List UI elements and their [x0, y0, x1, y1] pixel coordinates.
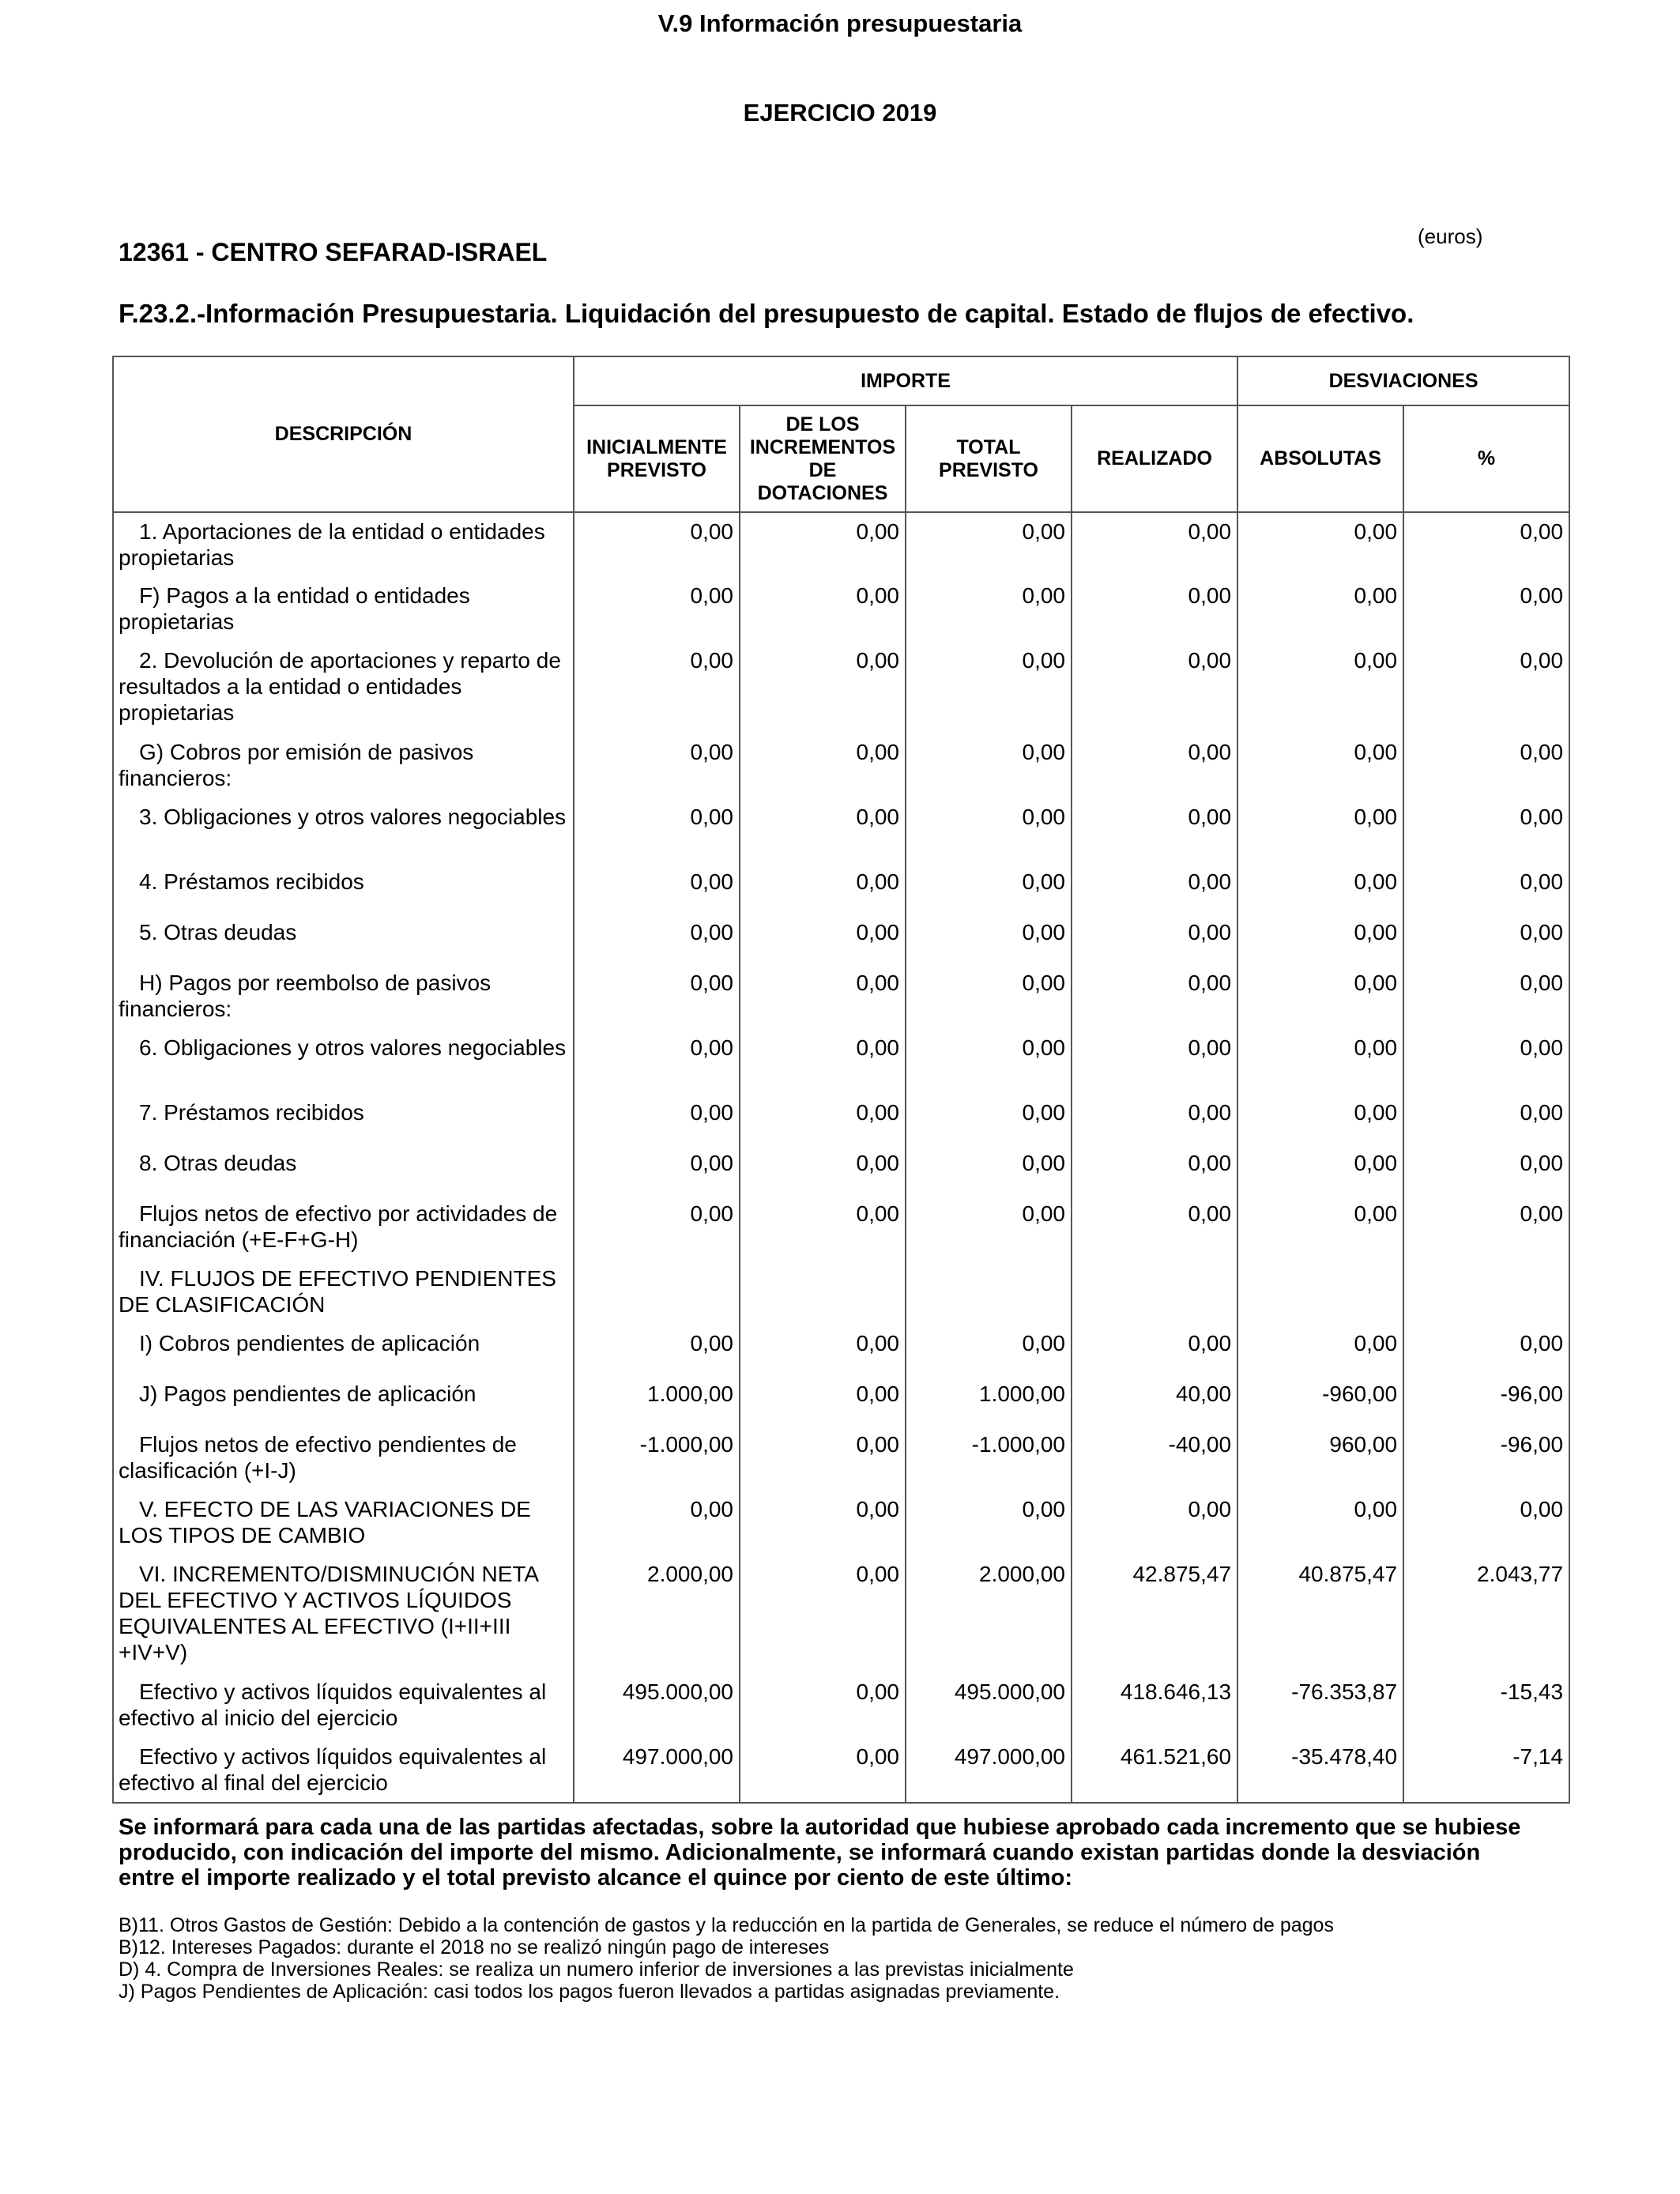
cell-absolutas: -76.353,87	[1237, 1673, 1403, 1738]
cell-incrementos	[740, 1260, 906, 1325]
cell-total-previsto: 497.000,00	[906, 1738, 1072, 1803]
cell-absolutas: 0,00	[1237, 733, 1403, 798]
cell-total-previsto: 0,00	[906, 798, 1072, 863]
table-row	[113, 1325, 1569, 1375]
cell-absolutas: 0,00	[1237, 1094, 1403, 1144]
row-description: 6. Obligaciones y otros valores negociables	[113, 1029, 574, 1094]
cell-total-previsto: 1.000,00	[906, 1375, 1072, 1426]
cell-realizado: 0,00	[1072, 863, 1237, 914]
header-desviaciones: DESVIACIONES	[1237, 356, 1569, 405]
header-total-previsto: TOTAL PREVISTO	[906, 405, 1072, 512]
footnote-item: B)11. Otros Gastos de Gestión: Debido a la contención de gastos y la reducción en la partida de Generales, se reduce el número de pagos	[119, 1914, 1334, 1936]
cell-realizado: 0,00	[1072, 1325, 1237, 1375]
row-description: IV. FLUJOS DE EFECTIVO PENDIENTES DE CLASIFICACIÓN	[113, 1260, 574, 1325]
cell-total-previsto: 0,00	[906, 1195, 1072, 1260]
cell-inicialmente-previsto: 0,00	[574, 512, 740, 577]
cell-absolutas: 0,00	[1237, 512, 1403, 577]
cell-inicialmente-previsto: 0,00	[574, 1491, 740, 1555]
footnotes	[119, 1914, 1334, 2003]
cell-total-previsto: 0,00	[906, 512, 1072, 577]
cell-incrementos: 0,00	[740, 1375, 906, 1426]
table-row	[113, 577, 1569, 642]
row-description: 4. Préstamos recibidos	[113, 863, 574, 914]
cell-pct: 0,00	[1403, 1144, 1569, 1195]
cell-total-previsto: 0,00	[906, 1029, 1072, 1094]
entity-name: 12361 - CENTRO SEFARAD-ISRAEL	[119, 238, 548, 266]
table-row	[113, 863, 1569, 914]
table-row	[113, 642, 1569, 733]
cell-realizado: 0,00	[1072, 512, 1237, 577]
table-row	[113, 1029, 1569, 1094]
cell-absolutas: -35.478,40	[1237, 1738, 1403, 1803]
cell-incrementos: 0,00	[740, 1094, 906, 1144]
cell-absolutas: 0,00	[1237, 1491, 1403, 1555]
header-absolutas: ABSOLUTAS	[1237, 405, 1403, 512]
table-row	[113, 733, 1569, 798]
cell-pct: 0,00	[1403, 512, 1569, 577]
row-description: H) Pagos por reembolso de pasivos financieros:	[113, 964, 574, 1029]
row-description: V. EFECTO DE LAS VARIACIONES DE LOS TIPOS DE CAMBIO	[113, 1491, 574, 1555]
cell-absolutas: 0,00	[1237, 964, 1403, 1029]
cell-realizado: 0,00	[1072, 1195, 1237, 1260]
cell-realizado: 0,00	[1072, 577, 1237, 642]
cell-pct: -15,43	[1403, 1673, 1569, 1738]
cell-total-previsto: 0,00	[906, 577, 1072, 642]
cell-inicialmente-previsto: 495.000,00	[574, 1673, 740, 1738]
table-body	[113, 512, 1569, 1803]
cell-realizado: 0,00	[1072, 1029, 1237, 1094]
header-pct: %	[1403, 405, 1569, 512]
cell-absolutas: 0,00	[1237, 1144, 1403, 1195]
cell-absolutas	[1237, 1260, 1403, 1325]
cell-pct: 0,00	[1403, 863, 1569, 914]
header-inicialmente-previsto: INICIALMENTE PREVISTO	[574, 405, 740, 512]
cell-absolutas: 0,00	[1237, 1029, 1403, 1094]
cell-absolutas: 40.875,47	[1237, 1555, 1403, 1673]
cell-total-previsto: 0,00	[906, 733, 1072, 798]
row-description: J) Pagos pendientes de aplicación	[113, 1375, 574, 1426]
cell-realizado: 42.875,47	[1072, 1555, 1237, 1673]
cell-incrementos: 0,00	[740, 964, 906, 1029]
cell-pct	[1403, 1260, 1569, 1325]
row-description: Flujos netos de efectivo pendientes de clasificación (+I-J)	[113, 1426, 574, 1491]
cell-realizado	[1072, 1260, 1237, 1325]
cell-total-previsto: 495.000,00	[906, 1673, 1072, 1738]
row-description: F) Pagos a la entidad o entidades propietarias	[113, 577, 574, 642]
row-description: 5. Otras deudas	[113, 914, 574, 964]
cell-incrementos: 0,00	[740, 863, 906, 914]
cell-realizado: 418.646,13	[1072, 1673, 1237, 1738]
cell-pct: 0,00	[1403, 1195, 1569, 1260]
cell-pct: 0,00	[1403, 1029, 1569, 1094]
cell-inicialmente-previsto: 0,00	[574, 1144, 740, 1195]
table-row	[113, 1555, 1569, 1673]
cash-flow-table	[112, 356, 1570, 1804]
cell-total-previsto: 0,00	[906, 863, 1072, 914]
cell-pct: -96,00	[1403, 1375, 1569, 1426]
table-row	[113, 1260, 1569, 1325]
cell-total-previsto: 0,00	[906, 1491, 1072, 1555]
cell-incrementos: 0,00	[740, 577, 906, 642]
cell-pct: -7,14	[1403, 1738, 1569, 1803]
row-description: I) Cobros pendientes de aplicación	[113, 1325, 574, 1375]
row-description: VI. INCREMENTO/DISMINUCIÓN NETA DEL EFECTIVO Y ACTIVOS LÍQUIDOS EQUIVALENTES AL EFECTIVO (I+II+III +IV+V)	[113, 1555, 574, 1673]
cell-total-previsto: -1.000,00	[906, 1426, 1072, 1491]
table-row	[113, 1094, 1569, 1144]
cell-inicialmente-previsto: 0,00	[574, 1094, 740, 1144]
cell-pct: 2.043,77	[1403, 1555, 1569, 1673]
cell-incrementos: 0,00	[740, 1491, 906, 1555]
cell-pct: 0,00	[1403, 798, 1569, 863]
footnote-item: D) 4. Compra de Inversiones Reales: se realiza un numero inferior de inversiones a las previstas inicialmente	[119, 1958, 1074, 1981]
table-row	[113, 1738, 1569, 1803]
cell-inicialmente-previsto: 0,00	[574, 964, 740, 1029]
cell-total-previsto: 2.000,00	[906, 1555, 1072, 1673]
row-description: G) Cobros por emisión de pasivos financieros:	[113, 733, 574, 798]
cell-realizado: 0,00	[1072, 733, 1237, 798]
row-description: Efectivo y activos líquidos equivalentes al efectivo al final del ejercicio	[113, 1738, 574, 1803]
cell-pct: 0,00	[1403, 964, 1569, 1029]
cell-incrementos: 0,00	[740, 1738, 906, 1803]
cell-inicialmente-previsto: 0,00	[574, 914, 740, 964]
cell-incrementos: 0,00	[740, 1144, 906, 1195]
header-incrementos: DE LOS INCREMENTOS DE DOTACIONES	[740, 405, 906, 512]
row-description: Flujos netos de efectivo por actividades de financiación (+E-F+G-H)	[113, 1195, 574, 1260]
cell-pct: -96,00	[1403, 1426, 1569, 1491]
cell-absolutas: 0,00	[1237, 642, 1403, 733]
cell-inicialmente-previsto: 0,00	[574, 1325, 740, 1375]
row-description: 1. Aportaciones de la entidad o entidades propietarias	[113, 512, 574, 577]
table-row	[113, 1144, 1569, 1195]
cell-pct: 0,00	[1403, 1094, 1569, 1144]
cell-realizado: 0,00	[1072, 914, 1237, 964]
cell-realizado: 0,00	[1072, 964, 1237, 1029]
cell-incrementos: 0,00	[740, 1673, 906, 1738]
cell-incrementos: 0,00	[740, 914, 906, 964]
cell-inicialmente-previsto	[574, 1260, 740, 1325]
currency-unit: (euros)	[1418, 224, 1483, 248]
cell-inicialmente-previsto: 497.000,00	[574, 1738, 740, 1803]
cell-inicialmente-previsto: 0,00	[574, 642, 740, 733]
header-importe: IMPORTE	[574, 356, 1237, 405]
cell-incrementos: 0,00	[740, 1325, 906, 1375]
cell-inicialmente-previsto: 0,00	[574, 798, 740, 863]
cell-incrementos: 0,00	[740, 642, 906, 733]
cell-total-previsto: 0,00	[906, 1094, 1072, 1144]
cell-pct: 0,00	[1403, 914, 1569, 964]
cell-incrementos: 0,00	[740, 1555, 906, 1673]
table-row	[113, 798, 1569, 863]
cell-inicialmente-previsto: 0,00	[574, 1195, 740, 1260]
cell-incrementos: 0,00	[740, 1195, 906, 1260]
header-descripcion: DESCRIPCIÓN	[113, 356, 574, 512]
row-description: 7. Préstamos recibidos	[113, 1094, 574, 1144]
cell-total-previsto	[906, 1260, 1072, 1325]
cell-realizado: 0,00	[1072, 642, 1237, 733]
table-row	[113, 1375, 1569, 1426]
cell-inicialmente-previsto: 0,00	[574, 863, 740, 914]
cell-pct: 0,00	[1403, 1491, 1569, 1555]
footnote-item: B)12. Intereses Pagados: durante el 2018 no se realizó ningún pago de intereses	[119, 1936, 830, 1958]
cell-realizado: 461.521,60	[1072, 1738, 1237, 1803]
row-description: 8. Otras deudas	[113, 1144, 574, 1195]
cell-absolutas: 0,00	[1237, 1195, 1403, 1260]
cell-inicialmente-previsto: 1.000,00	[574, 1375, 740, 1426]
cell-incrementos: 0,00	[740, 1029, 906, 1094]
cell-absolutas: 0,00	[1237, 577, 1403, 642]
cell-total-previsto: 0,00	[906, 642, 1072, 733]
table-header	[113, 356, 1569, 512]
row-description: 3. Obligaciones y otros valores negociables	[113, 798, 574, 863]
cell-incrementos: 0,00	[740, 733, 906, 798]
cell-realizado: 0,00	[1072, 798, 1237, 863]
cell-absolutas: 0,00	[1237, 1325, 1403, 1375]
cell-realizado: 0,00	[1072, 1491, 1237, 1555]
cell-pct: 0,00	[1403, 733, 1569, 798]
cell-inicialmente-previsto: 0,00	[574, 733, 740, 798]
row-description: 2. Devolución de aportaciones y reparto de resultados a la entidad o entidades propietarias	[113, 642, 574, 733]
cell-absolutas: 0,00	[1237, 798, 1403, 863]
cell-absolutas: 0,00	[1237, 914, 1403, 964]
table-row	[113, 1491, 1569, 1555]
exercise-year: EJERCICIO 2019	[743, 99, 937, 126]
cell-incrementos: 0,00	[740, 798, 906, 863]
footnote-item: J) Pagos Pendientes de Aplicación: casi todos los pagos fueron llevados a partidas asignadas previamente.	[119, 1981, 1060, 2003]
cell-inicialmente-previsto: 2.000,00	[574, 1555, 740, 1673]
cell-inicialmente-previsto: 0,00	[574, 1029, 740, 1094]
cell-absolutas: 960,00	[1237, 1426, 1403, 1491]
table-row	[113, 1426, 1569, 1491]
report-title: F.23.2.-Información Presupuestaria. Liquidación del presupuesto de capital. Estado de flujos de efectivo.	[119, 299, 1414, 328]
table-row	[113, 914, 1569, 964]
cell-inicialmente-previsto: 0,00	[574, 577, 740, 642]
table-row	[113, 1673, 1569, 1738]
cell-total-previsto: 0,00	[906, 914, 1072, 964]
section-title: V.9 Información presupuestaria	[657, 9, 1023, 37]
deviation-note: Se informará para cada una de las partidas afectadas, sobre la autoridad que hubiese aprobado cada incremento que se hubiese producido, con indicación del importe del mismo. Adicionalmente, se informará cuando existan partidas donde la desviación entre el importe realizado y el total previsto alcance el quince por ciento de este último:	[119, 1815, 1521, 1891]
table-row	[113, 512, 1569, 577]
cell-inicialmente-previsto: -1.000,00	[574, 1426, 740, 1491]
cell-absolutas: 0,00	[1237, 863, 1403, 914]
cell-total-previsto: 0,00	[906, 1325, 1072, 1375]
cell-incrementos: 0,00	[740, 512, 906, 577]
cell-total-previsto: 0,00	[906, 964, 1072, 1029]
row-description: Efectivo y activos líquidos equivalentes al efectivo al inicio del ejercicio	[113, 1673, 574, 1738]
cell-realizado: 0,00	[1072, 1144, 1237, 1195]
header-realizado: REALIZADO	[1072, 405, 1237, 512]
cell-pct: 0,00	[1403, 642, 1569, 733]
table-row	[113, 964, 1569, 1029]
cell-total-previsto: 0,00	[906, 1144, 1072, 1195]
cell-realizado: -40,00	[1072, 1426, 1237, 1491]
cell-realizado: 40,00	[1072, 1375, 1237, 1426]
cell-realizado: 0,00	[1072, 1094, 1237, 1144]
table-row	[113, 1195, 1569, 1260]
cell-pct: 0,00	[1403, 1325, 1569, 1375]
cell-incrementos: 0,00	[740, 1426, 906, 1491]
cell-pct: 0,00	[1403, 577, 1569, 642]
cell-absolutas: -960,00	[1237, 1375, 1403, 1426]
